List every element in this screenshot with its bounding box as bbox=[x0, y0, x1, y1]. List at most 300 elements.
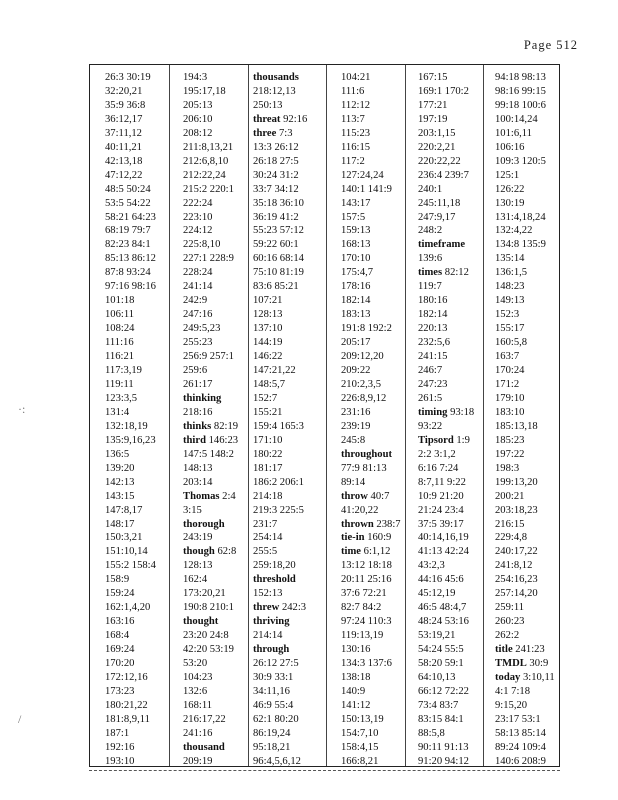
index-entry: 130:19 bbox=[495, 197, 525, 209]
index-entry: 159:4 165:3 bbox=[253, 420, 304, 432]
index-entry: 159:13 bbox=[341, 225, 371, 237]
index-entry: 142:13 bbox=[105, 476, 135, 488]
index-entry: 236:4 239:7 bbox=[418, 169, 469, 181]
index-entry: 134:8 135:9 bbox=[495, 239, 546, 251]
index-entry: 247:23 bbox=[418, 378, 448, 390]
index-entry: 195:17,18 bbox=[183, 85, 226, 97]
index-entry: 169:1 170:2 bbox=[418, 85, 469, 97]
index-entry: 58:20 59:1 bbox=[418, 658, 464, 670]
index-entry: 163:16 bbox=[105, 616, 135, 628]
headword-locator: 30:9 bbox=[526, 658, 549, 670]
index-entry: 212:22,24 bbox=[183, 169, 226, 181]
index-entry: 136:5 bbox=[105, 448, 130, 460]
index-entry: 87:8 93:24 bbox=[105, 267, 151, 279]
index-headword bbox=[182, 545, 256, 559]
index-entry: 13:3 26:12 bbox=[253, 141, 299, 153]
headword-term: TMDL bbox=[495, 658, 527, 670]
index-entry: 55:23 57:12 bbox=[253, 225, 304, 237]
headword-term: thought bbox=[183, 616, 219, 628]
index-entry: 173:20,21 bbox=[183, 588, 226, 600]
index-entry: 48:5 50:24 bbox=[105, 183, 151, 195]
index-entry: 260:23 bbox=[495, 616, 525, 628]
headword-term: threw bbox=[253, 602, 280, 614]
headword-term: times bbox=[418, 267, 443, 279]
index-headword bbox=[252, 127, 326, 141]
index-entry: 231:7 bbox=[253, 518, 278, 530]
index-entry: 53:20 bbox=[183, 658, 208, 670]
word-index-table bbox=[89, 64, 560, 767]
index-entry: 106:11 bbox=[105, 309, 135, 321]
index-entry: 231:16 bbox=[341, 406, 371, 418]
index-headword bbox=[340, 518, 414, 532]
headword-term: Thomas bbox=[183, 490, 220, 502]
index-entry: 13:12 18:18 bbox=[341, 560, 392, 572]
index-entry: 45:12,19 bbox=[418, 588, 456, 600]
headword-locator: 6:1,12 bbox=[361, 546, 391, 558]
index-entry: 240:1 bbox=[418, 183, 443, 195]
index-entry: 88:5,8 bbox=[418, 727, 445, 739]
index-headword bbox=[252, 573, 326, 587]
index-entry: 141:12 bbox=[341, 699, 371, 711]
index-entry: 58:21 64:23 bbox=[105, 211, 156, 223]
headword-term: though bbox=[183, 546, 215, 558]
headword-locator: 160:9 bbox=[364, 532, 392, 544]
index-entry: 23:17 53:1 bbox=[495, 713, 541, 725]
headword-term: title bbox=[495, 644, 513, 656]
index-entry: 82:7 84:2 bbox=[341, 602, 382, 614]
index-headword bbox=[252, 601, 326, 615]
index-entry: 117:2 bbox=[341, 155, 365, 167]
index-entry: 148:23 bbox=[495, 281, 525, 293]
index-entry: 254:14 bbox=[253, 532, 283, 544]
index-entry: 254:16,23 bbox=[495, 574, 538, 586]
headword-locator: 3:10,11 bbox=[520, 671, 555, 683]
index-entry: 132:4,22 bbox=[495, 225, 533, 237]
index-headword bbox=[417, 238, 491, 252]
index-entry: 26:18 27:5 bbox=[253, 155, 299, 167]
index-entry: 216:15 bbox=[495, 518, 525, 530]
index-entry: 178:16 bbox=[341, 281, 371, 293]
index-entry: 97:16 98:16 bbox=[105, 281, 156, 293]
index-entry: 101:6,11 bbox=[495, 127, 532, 139]
index-entry: 228:24 bbox=[183, 267, 213, 279]
footer-rule bbox=[89, 770, 560, 771]
index-entry: 180:16 bbox=[418, 295, 448, 307]
index-entry: 82:23 84:1 bbox=[105, 239, 151, 251]
index-entry: 155:17 bbox=[495, 323, 525, 335]
headword-locator: 93:18 bbox=[447, 406, 475, 418]
index-entry: 83:15 84:1 bbox=[418, 713, 464, 725]
index-entry: 247:16 bbox=[183, 309, 213, 321]
index-entry: 147:5 148:2 bbox=[183, 448, 234, 460]
index-headword bbox=[417, 266, 491, 280]
index-entry: 147:21,22 bbox=[253, 365, 296, 377]
index-entry: 259:18,20 bbox=[253, 560, 296, 572]
index-entry: 168:11 bbox=[183, 699, 213, 711]
index-entry: 73:4 83:7 bbox=[418, 699, 459, 711]
index-entry: 182:14 bbox=[418, 309, 448, 321]
index-entry: 77:9 81:13 bbox=[341, 462, 387, 474]
index-entry: 8:7,11 9:22 bbox=[418, 476, 466, 488]
index-headword bbox=[417, 434, 491, 448]
index-entry: 42:20 53:19 bbox=[183, 644, 234, 656]
index-entry: 126:22 bbox=[495, 183, 525, 195]
index-entry: 119:7 bbox=[418, 281, 442, 293]
index-entry: 168:4 bbox=[105, 630, 130, 642]
index-entry: 157:5 bbox=[341, 211, 366, 223]
index-entry: 169:24 bbox=[105, 644, 135, 656]
index-entry: 112:12 bbox=[341, 99, 371, 111]
headword-term: tie-in bbox=[341, 532, 365, 544]
index-entry: 190:8 210:1 bbox=[183, 602, 234, 614]
index-entry: 54:24 55:5 bbox=[418, 644, 464, 656]
index-entry: 261:17 bbox=[183, 378, 213, 390]
index-column-3 bbox=[252, 71, 326, 769]
index-entry: 41:13 42:24 bbox=[418, 546, 469, 558]
index-entry: 140:9 bbox=[341, 685, 366, 697]
headword-term: thorough bbox=[183, 518, 225, 530]
index-entry: 185:23 bbox=[495, 434, 525, 446]
index-entry: 62:1 80:20 bbox=[253, 713, 299, 725]
index-entry: 211:8,13,21 bbox=[183, 141, 234, 153]
index-headword bbox=[494, 671, 568, 685]
headword-term: thrown bbox=[341, 518, 374, 530]
index-headword bbox=[252, 615, 326, 629]
index-entry: 159:24 bbox=[105, 588, 135, 600]
index-entry: 246:7 bbox=[418, 365, 443, 377]
index-entry: 232:5,6 bbox=[418, 337, 451, 349]
index-entry: 30:24 31:2 bbox=[253, 169, 299, 181]
index-entry: 115:23 bbox=[341, 127, 371, 139]
index-entry: 30:9 33:1 bbox=[253, 671, 294, 683]
index-entry: 172:12,16 bbox=[105, 671, 148, 683]
index-headword bbox=[494, 643, 568, 657]
index-entry: 256:9 257:1 bbox=[183, 351, 234, 363]
index-entry: 173:23 bbox=[105, 685, 135, 697]
index-entry: 119:13,19 bbox=[341, 630, 384, 642]
headword-locator: 242:3 bbox=[279, 602, 307, 614]
index-entry: 247:9,17 bbox=[418, 211, 456, 223]
index-entry: 177:21 bbox=[418, 99, 448, 111]
index-entry: 6:16 7:24 bbox=[418, 462, 459, 474]
margin-tick-mark: / bbox=[18, 712, 22, 726]
index-entry: 111:16 bbox=[105, 337, 134, 349]
index-entry: 187:1 bbox=[105, 727, 130, 739]
index-entry: 181:8,9,11 bbox=[105, 713, 150, 725]
index-entry: 131:4,18,24 bbox=[495, 211, 546, 223]
index-entry: 203:1,15 bbox=[418, 127, 456, 139]
index-entry: 152:3 bbox=[495, 309, 520, 321]
headword-term: thousand bbox=[183, 741, 225, 753]
index-entry: 154:7,10 bbox=[341, 727, 379, 739]
index-entry: 183:10 bbox=[495, 406, 525, 418]
index-headword bbox=[182, 615, 256, 629]
index-entry: 214:18 bbox=[253, 490, 283, 502]
index-column-2 bbox=[182, 71, 256, 769]
index-headword bbox=[340, 545, 414, 559]
headword-term: third bbox=[183, 434, 206, 446]
index-entry: 205:17 bbox=[341, 337, 371, 349]
index-entry: 127:24,24 bbox=[341, 169, 384, 181]
index-entry: 158:9 bbox=[105, 574, 130, 586]
index-entry: 197:22 bbox=[495, 448, 525, 460]
index-entry: 203:18,23 bbox=[495, 504, 538, 516]
index-entry: 146:22 bbox=[253, 351, 283, 363]
index-entry: 209:19 bbox=[183, 755, 213, 767]
index-entry: 162:1,4,20 bbox=[105, 602, 151, 614]
index-entry: 227:1 228:9 bbox=[183, 253, 234, 265]
index-entry: 4:1 7:18 bbox=[495, 685, 531, 697]
index-entry: 140:6 208:9 bbox=[495, 755, 546, 767]
index-entry: 193:10 bbox=[105, 755, 135, 767]
index-entry: 23:20 24:8 bbox=[183, 630, 229, 642]
headword-term: throughout bbox=[341, 448, 393, 460]
index-column-1 bbox=[104, 71, 178, 769]
index-entry: 192:16 bbox=[105, 741, 135, 753]
headword-term: thinking bbox=[183, 392, 222, 404]
index-entry: 148:17 bbox=[105, 518, 135, 530]
index-headword bbox=[252, 71, 326, 85]
index-entry: 200:21 bbox=[495, 490, 525, 502]
index-entry: 206:10 bbox=[183, 113, 213, 125]
index-entry: 220:13 bbox=[418, 323, 448, 335]
index-headword bbox=[182, 518, 256, 532]
index-entry: 179:10 bbox=[495, 392, 525, 404]
index-entry: 37:6 72:21 bbox=[341, 588, 387, 600]
index-entry: 245:11,18 bbox=[418, 197, 461, 209]
index-entry: 149:13 bbox=[495, 295, 525, 307]
page-number: Page 512 bbox=[523, 38, 578, 52]
index-entry: 158:4,15 bbox=[341, 741, 379, 753]
index-entry: 220:2,21 bbox=[418, 141, 456, 153]
index-entry: 182:14 bbox=[341, 295, 371, 307]
index-entry: 155:21 bbox=[253, 406, 283, 418]
index-entry: 36:19 41:2 bbox=[253, 211, 299, 223]
index-entry: 214:14 bbox=[253, 630, 283, 642]
index-entry: 138:18 bbox=[341, 671, 371, 683]
index-entry: 170:10 bbox=[341, 253, 371, 265]
index-entry: 170:20 bbox=[105, 658, 135, 670]
index-entry: 93:22 bbox=[418, 420, 443, 432]
index-entry: 37:11,12 bbox=[105, 127, 142, 139]
index-entry: 225:8,10 bbox=[183, 239, 221, 251]
index-entry: 53:5 54:22 bbox=[105, 197, 151, 209]
index-entry: 242:9 bbox=[183, 295, 208, 307]
index-entry: 128:13 bbox=[183, 560, 213, 572]
index-entry: 216:17,22 bbox=[183, 713, 226, 725]
index-entry: 135:9,16,23 bbox=[105, 434, 156, 446]
index-entry: 167:15 bbox=[418, 72, 448, 83]
index-entry: 148:5,7 bbox=[253, 378, 286, 390]
headword-locator: 238:7 bbox=[373, 518, 401, 530]
index-entry: 60:16 68:14 bbox=[253, 253, 304, 265]
index-entry: 162:4 bbox=[183, 574, 208, 586]
index-entry: 226:8,9,12 bbox=[341, 392, 387, 404]
index-entry: 46:9 55:4 bbox=[253, 699, 294, 711]
index-entry: 9:15,20 bbox=[495, 699, 528, 711]
index-entry: 243:19 bbox=[183, 532, 213, 544]
index-headword bbox=[182, 420, 256, 434]
index-entry: 150:3,21 bbox=[105, 532, 143, 544]
index-entry: 137:10 bbox=[253, 323, 283, 335]
margin-tick-mark: ·: bbox=[18, 402, 26, 416]
index-entry: 53:19,21 bbox=[418, 630, 456, 642]
headword-term: Tipsord bbox=[418, 434, 454, 446]
index-entry: 218:12,13 bbox=[253, 85, 296, 97]
index-entry: 222:24 bbox=[183, 197, 213, 209]
index-entry: 130:16 bbox=[341, 644, 371, 656]
index-entry: 41:20,22 bbox=[341, 504, 379, 516]
index-entry: 171:2 bbox=[495, 378, 520, 390]
index-entry: 170:24 bbox=[495, 365, 525, 377]
index-entry: 117:3,19 bbox=[105, 365, 142, 377]
index-entry: 166:8,21 bbox=[341, 755, 379, 767]
index-column-4 bbox=[340, 71, 414, 769]
index-entry: 119:11 bbox=[105, 378, 134, 390]
index-entry: 44:16 45:6 bbox=[418, 574, 464, 586]
index-entry: 89:14 bbox=[341, 476, 366, 488]
index-entry: 66:12 72:22 bbox=[418, 685, 469, 697]
headword-locator: 92:16 bbox=[280, 113, 308, 125]
index-entry: 262:2 bbox=[495, 630, 520, 642]
index-headword bbox=[494, 657, 568, 671]
headword-locator: 7:3 bbox=[276, 127, 293, 139]
index-entry: 33:7 34:12 bbox=[253, 183, 299, 195]
index-entry: 181:17 bbox=[253, 462, 283, 474]
index-entry: 34:11,16 bbox=[253, 685, 290, 697]
index-entry: 147:8,17 bbox=[105, 504, 143, 516]
headword-term: throw bbox=[341, 490, 368, 502]
index-entry: 104:23 bbox=[183, 671, 213, 683]
index-entry: 241:8,12 bbox=[495, 560, 533, 572]
index-entry: 132:18,19 bbox=[105, 420, 148, 432]
index-entry: 98:16 99:15 bbox=[495, 85, 546, 97]
index-entry: 99:18 100:6 bbox=[495, 99, 546, 111]
headword-term: through bbox=[253, 644, 290, 656]
index-entry: 143:17 bbox=[341, 197, 371, 209]
index-entry: 152:13 bbox=[253, 588, 283, 600]
headword-term: timeframe bbox=[418, 239, 466, 251]
index-entry: 46:5 48:4,7 bbox=[418, 602, 467, 614]
index-entry: 160:5,8 bbox=[495, 337, 528, 349]
index-column-5 bbox=[417, 71, 491, 769]
index-entry: 40:14,16,19 bbox=[418, 532, 469, 544]
index-entry: 259:6 bbox=[183, 365, 208, 377]
index-entry: 239:19 bbox=[341, 420, 371, 432]
index-entry: 139:6 bbox=[418, 253, 443, 265]
headword-locator: 40:7 bbox=[367, 490, 390, 502]
index-entry: 180:21,22 bbox=[105, 699, 148, 711]
index-entry: 20:11 25:16 bbox=[341, 574, 392, 586]
index-entry: 125:1 bbox=[495, 169, 520, 181]
index-entry: 199:13,20 bbox=[495, 476, 538, 488]
index-column-6 bbox=[494, 71, 568, 769]
index-entry: 241:15 bbox=[418, 351, 448, 363]
index-entry: 148:13 bbox=[183, 462, 213, 474]
headword-locator: 1:9 bbox=[453, 434, 470, 446]
index-entry: 113:7 bbox=[341, 113, 365, 125]
headword-locator: 82:12 bbox=[442, 267, 469, 279]
index-entry: 220:22,22 bbox=[418, 155, 461, 167]
index-entry: 42:13,18 bbox=[105, 155, 143, 167]
index-entry: 208:12 bbox=[183, 127, 213, 139]
index-entry: 180:22 bbox=[253, 448, 283, 460]
index-headword bbox=[417, 406, 491, 420]
index-entry: 249:5,23 bbox=[183, 323, 221, 335]
index-entry: 26:12 27:5 bbox=[253, 658, 299, 670]
index-entry: 106:16 bbox=[495, 141, 525, 153]
index-entry: 75:10 81:19 bbox=[253, 267, 304, 279]
index-entry: 150:13,19 bbox=[341, 713, 384, 725]
index-entry: 26:3 30:19 bbox=[105, 72, 151, 83]
index-entry: 21:24 23:4 bbox=[418, 504, 464, 516]
index-headword bbox=[340, 490, 414, 504]
index-entry: 248:2 bbox=[418, 225, 443, 237]
headword-locator: 2:4 bbox=[219, 490, 236, 502]
index-entry: 261:5 bbox=[418, 392, 443, 404]
index-entry: 48:24 53:16 bbox=[418, 616, 469, 628]
headword-term: today bbox=[495, 671, 521, 683]
index-entry: 250:13 bbox=[253, 99, 283, 111]
index-entry: 241:16 bbox=[183, 727, 213, 739]
index-headword bbox=[252, 113, 326, 127]
index-entry: 209:22 bbox=[341, 365, 371, 377]
index-headword bbox=[182, 434, 256, 448]
index-entry: 155:2 158:4 bbox=[105, 560, 156, 572]
index-entry: 152:7 bbox=[253, 392, 278, 404]
index-entry: 183:13 bbox=[341, 309, 371, 321]
headword-term: threshold bbox=[253, 574, 296, 586]
index-entry: 86:19,24 bbox=[253, 727, 291, 739]
headword-term: three bbox=[253, 127, 277, 139]
index-entry: 185:13,18 bbox=[495, 420, 538, 432]
index-entry: 198:3 bbox=[495, 462, 520, 474]
column-divider bbox=[326, 65, 327, 766]
index-entry: 255:5 bbox=[253, 546, 278, 558]
index-entry: 205:13 bbox=[183, 99, 213, 111]
index-entry: 219:3 225:5 bbox=[253, 504, 304, 516]
index-entry: 194:3 bbox=[183, 72, 208, 83]
headword-locator: 241:23 bbox=[512, 644, 545, 656]
index-entry: 171:10 bbox=[253, 434, 283, 446]
index-entry: 257:14,20 bbox=[495, 588, 538, 600]
index-entry: 36:12,17 bbox=[105, 113, 143, 125]
index-entry: 134:3 137:6 bbox=[341, 658, 392, 670]
index-entry: 59:22 60:1 bbox=[253, 239, 299, 251]
index-entry: 215:2 220:1 bbox=[183, 183, 234, 195]
index-entry: 140:1 141:9 bbox=[341, 183, 392, 195]
index-entry: 132:6 bbox=[183, 685, 208, 697]
index-headword bbox=[340, 531, 414, 545]
index-entry: 101:18 bbox=[105, 295, 135, 307]
headword-locator: 62:8 bbox=[214, 546, 237, 558]
index-entry: 43:2,3 bbox=[418, 560, 445, 572]
index-entry: 107:21 bbox=[253, 295, 283, 307]
index-entry: 104:21 bbox=[341, 72, 371, 83]
index-entry: 83:6 85:21 bbox=[253, 281, 299, 293]
index-entry: 2:2 3:1,2 bbox=[418, 448, 456, 460]
index-entry: 203:14 bbox=[183, 476, 213, 488]
index-entry: 151:10,14 bbox=[105, 546, 148, 558]
index-entry: 97:24 110:3 bbox=[341, 616, 392, 628]
index-entry: 95:18,21 bbox=[253, 741, 291, 753]
index-entry: 68:19 79:7 bbox=[105, 225, 151, 237]
index-entry: 131:4 bbox=[105, 406, 130, 418]
index-headword bbox=[182, 741, 256, 755]
headword-locator: 146:23 bbox=[205, 434, 239, 446]
headword-term: thinks bbox=[183, 420, 212, 432]
index-headword bbox=[182, 490, 256, 504]
